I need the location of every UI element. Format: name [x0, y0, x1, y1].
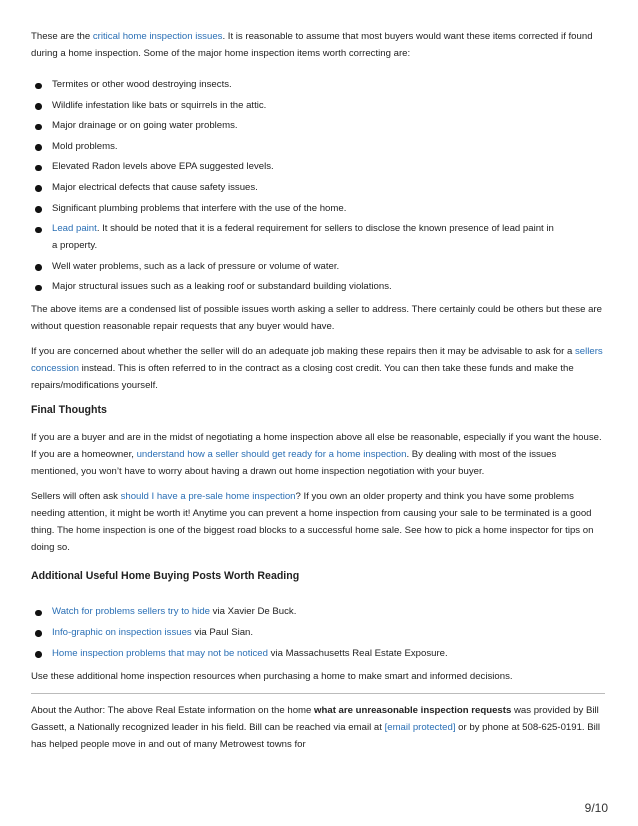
condensed-paragraph: The above items are a condensed list of possible issues worth asking a seller to address. There certainly could be others but these are without question reasonable repair requests that any buyer would have.	[31, 304, 602, 333]
bullet-icon	[35, 144, 42, 151]
list-item: Mold problems.	[31, 138, 605, 155]
bullet-icon	[35, 630, 42, 637]
section-divider	[31, 693, 605, 694]
critical-issues-link[interactable]: critical home inspection issues	[92, 31, 223, 42]
seller-ready-link[interactable]: understand how a seller should get ready for a home inspection	[136, 449, 407, 461]
resources-paragraph: Use these additional home inspection resources when purchasing a home to make smart and informed decisions.	[31, 670, 513, 682]
list-item: Major electrical defects that cause safety issues.	[31, 179, 605, 196]
list-item: Home inspection problems that may not be noticed via Massachusetts Real Estate Exposure.	[31, 645, 605, 662]
bullet-icon	[35, 285, 42, 292]
additional-posts-heading: Additional Useful Home Buying Posts Worth Reading	[31, 570, 300, 583]
lead-paint-link[interactable]: Lead paint	[52, 223, 97, 235]
buyer-paragraph: If you are a buyer and are in the midst of negotiating a home inspection above all else be reasonable, especially if you want the house. If you are a homeowner, understand how a seller should get ready for a home inspection. By dealing with most of the issues mentioned, you won’t have to worry about having a drawn out home inspection negotiation with your buyer.	[31, 432, 602, 478]
list-item: Major structural issues such as a leaking roof or substandard building violations.	[31, 278, 605, 295]
final-thoughts-heading: Final Thoughts	[31, 404, 107, 417]
list-item: Wildlife infestation like bats or squirrels in the attic.	[31, 97, 605, 114]
article-body	[31, 28, 605, 761]
email-link[interactable]: [email protected]	[384, 721, 456, 733]
post-link[interactable]: Watch for problems sellers try to hide	[52, 606, 210, 618]
list-item: Termites or other wood destroying insects.	[31, 76, 605, 93]
bullet-icon	[35, 206, 42, 213]
bullet-icon	[35, 165, 42, 172]
post-link[interactable]: Info-graphic on inspection issues	[52, 626, 192, 638]
list-item-lead-paint: Lead paint. It should be noted that it is a federal requirement for sellers to disclose the known presence of lead paint in a property.	[31, 220, 605, 254]
bullet-icon	[35, 651, 42, 658]
bullet-icon	[35, 103, 42, 110]
posts-list	[31, 603, 605, 661]
list-item: Significant plumbing problems that interfere with the use of the home.	[31, 200, 605, 217]
pre-sale-inspection-link[interactable]: should I have a pre-sale home inspection	[120, 491, 296, 503]
list-item: Watch for problems sellers try to hide via Xavier De Buck.	[31, 603, 605, 620]
list-item: Elevated Radon levels above EPA suggested levels.	[31, 158, 605, 175]
sellers-concession-link[interactable]: sellers concession	[31, 346, 603, 375]
author-paragraph: About the Author: The above Real Estate information on the home what are unreasonable inspection requests was provided by Bill Gassett, a Nationally recognized leader in his field. Bill can be reached via email at [email protected] or by phone at 508-625-0191. Bill has helped people move in and out of many Metrowest towns for	[31, 704, 601, 750]
issues-list	[31, 76, 605, 295]
bullet-icon	[35, 83, 42, 90]
bullet-icon	[35, 124, 42, 131]
bullet-icon	[35, 610, 42, 617]
bullet-icon	[35, 185, 42, 192]
bullet-icon	[35, 227, 42, 234]
bullet-icon	[35, 264, 42, 271]
concern-paragraph: If you are concerned about whether the seller will do an adequate job making these repairs then it may be advisable to ask for a sellers concession instead. This is often referred to in the contract as a closing cost credit. You can then take these funds and make the repairs/modifications yourself.	[31, 346, 603, 392]
intro-paragraph: These are the critical home inspection issues. It is reasonable to assume that most buyers would want these items corrected if found during a home inspection. Some of the major home inspection items worth correcting are:	[31, 31, 593, 59]
list-item: Info-graphic on inspection issues via Paul Sian.	[31, 624, 605, 641]
list-item: Well water problems, such as a lack of pressure or volume of water.	[31, 258, 605, 275]
page-number: 9/10	[584, 801, 608, 815]
sellers-paragraph: Sellers will often ask should I have a pre-sale home inspection? If you own an older property and think you have some problems needing attention, it might be worth it! Anytime you can prevent a home inspection from causing your sale to be terminated is a good thing. The home inspection is one of the biggest road blocks to a successful home sale. See how to pick a home inspector for tips on doing so.	[31, 491, 594, 554]
author-topic: what are unreasonable inspection requests	[314, 704, 512, 716]
post-link[interactable]: Home inspection problems that may not be noticed	[52, 647, 268, 659]
list-item: Major drainage or on going water problems.	[31, 117, 605, 134]
